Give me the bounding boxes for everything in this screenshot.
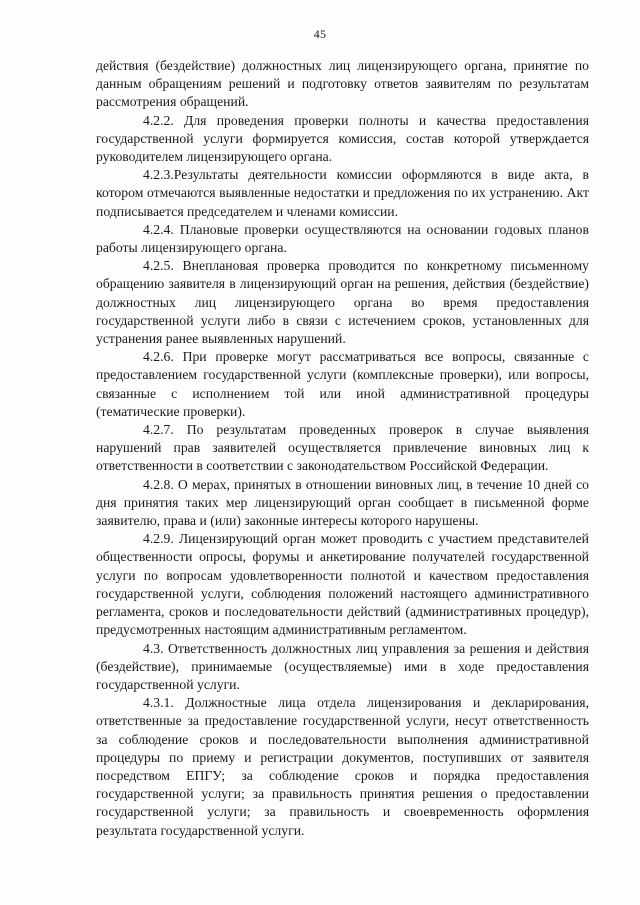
paragraph-continuation: действия (бездействие) должностных лиц лицензирующего органа, принятие по данным обращениям решений и подготовку ответов заявителям по результатам рассмотрения обращений.: [96, 58, 589, 110]
paragraph-4-3: 4.3. Ответственность должностных лиц управления за решения и действия (бездействие), принимаемые (осуществляемые) ими в ходе предоставления государственной услуги.: [96, 640, 589, 692]
paragraph-4-2-2: 4.2.2. Для проведения проверки полноты и качества предоставления государственной услуги формируется комиссия, состав которой утверждается руководителем лицензирующего органа.: [96, 112, 589, 165]
paragraph-4-2-4: 4.2.4. Плановые проверки осуществляются на основании годовых планов работы лицензирующего органа.: [96, 221, 589, 256]
paragraph-4-2-6: 4.2.6. При проверке могут рассматриваться все вопросы, связанные с предоставлением государственной услуги (комплексные проверки), или вопросы, связанные с исполнением той или иной административной процедуры (тематические проверки).: [96, 349, 589, 419]
paragraph-4-2-3: 4.2.3.Результаты деятельности комиссии оформляются в виде акта, в котором отмечаются выявленные недостатки и предложения по их устранению. Акт подписывается председателем и членами комиссии.: [96, 167, 589, 219]
paragraph-4-2-9: 4.2.9. Лицензирующий орган может проводить с участием представителей общественности опросы, форумы и анкетирование получателей государственной услуги по вопросам удовлетворенности полнотой и качеством предоставления государственной услуги, соблюдения положений настоящего административного регламента, сроков и последовательности действий (административных процедур), предусмотренных настоящим административным регламентом.: [96, 531, 589, 638]
paragraph-4-2-8: 4.2.8. О мерах, принятых в отношении виновных лиц, в течение 10 дней со дня принятия таких мер лицензирующий орган сообщает в письменной форме заявителю, права и (или) законные интересы которого нарушены.: [96, 476, 589, 529]
paragraph-4-2-7: 4.2.7. По результатам проведенных проверок в случае выявления нарушений прав заявителей осуществляется привлечение виновных лиц к ответственности в соответствии с законодательством Российской Федерации.: [96, 422, 589, 474]
paragraph-4-3-1: 4.3.1. Должностные лица отдела лицензирования и декларирования, ответственные за предоставление государственной услуги, несут ответственность за соблюдение сроков и последовательности выполнения административной процедуры по приему и регистрации документов, поступивших от заявителя посредством ЕПГУ; за соблюдение сроков и порядка предоставления государственной услуги; за правильность принятия решения о предоставлении государственной услуги; за правильность и своевременность оформления результата государственной услуги.: [96, 695, 589, 838]
document-body: [96, 57, 589, 840]
paragraph-4-2-5: 4.2.5. Внеплановая проверка проводится по конкретному письменному обращению заявителя в лицензирующий орган на решения, действия (бездействие) должностных лиц лицензирующего органа во время предоставления государственной услуги либо в связи с истечением сроков, установленных для устранения ранее выявленных нарушений.: [96, 258, 589, 347]
page-number: 45: [313, 27, 327, 41]
